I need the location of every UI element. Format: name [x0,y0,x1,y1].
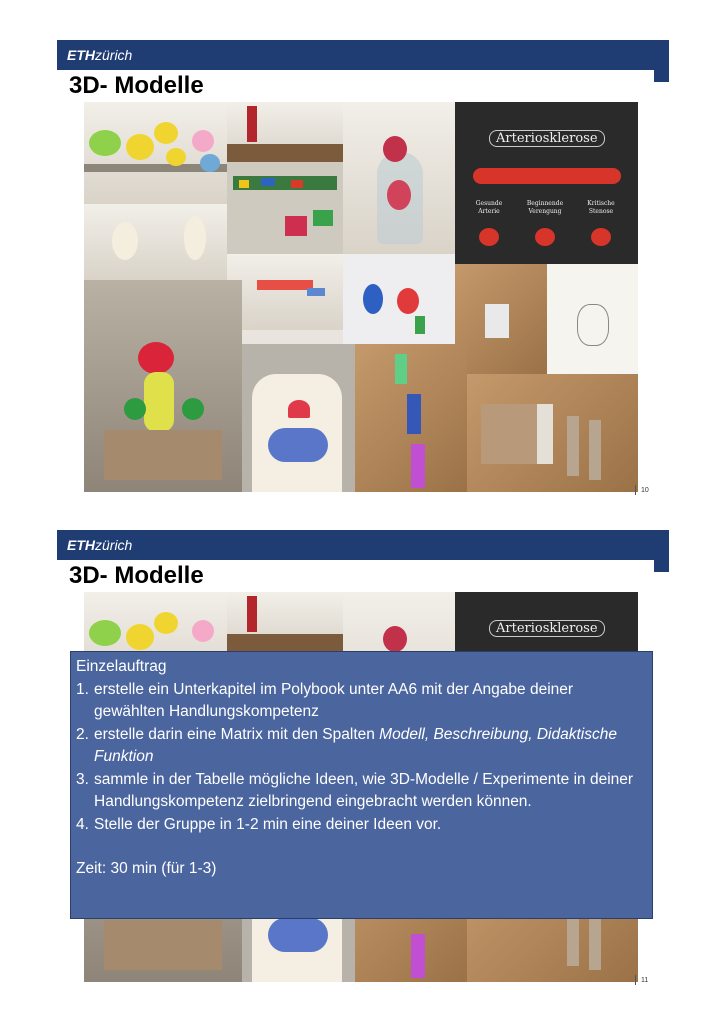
photo-lego-model [227,162,343,254]
photo-digestive-drawing [547,264,638,374]
photo-balloon-models [84,102,227,204]
eth-logo: ETHzürich [67,537,133,553]
photo-collage [84,102,638,492]
photo-kidney-models [343,254,455,344]
page-number: 11 [641,977,649,984]
eth-logo: ETHzürich [67,47,133,63]
photo-torso-model [242,344,355,492]
photo-spine-model [355,344,467,492]
task-box [70,651,653,919]
slide-title: 3D- Modelle [69,562,204,589]
photo-arteriosklerose-board: Arteriosklerose [455,592,638,754]
task-item: 2. erstelle darin eine Matrix mit den Spalten Modell, Beschreibung, Didaktische Funktion [76,725,617,765]
page-number: 10 [641,487,649,494]
photo-pill-models [227,254,343,330]
photo-hand-models [84,204,227,280]
slide-title: 3D- Modelle [69,72,204,99]
task-heading: Einzelauftrag [76,658,167,675]
task-item: 1. erstelle ein Unterkapitel im Polybook unter AA6 mit der Angabe deiner gewählten Handlungskompetenz [76,680,574,720]
photo-arteriosklerose-board: Arteriosklerose Gesunde Arterie Beginnende Verengung Kritische Stenose [455,102,638,264]
header-accent [654,70,669,82]
header-bar [57,530,669,560]
photo-desk [455,264,547,374]
photo-monster-model [84,280,242,492]
header-bar [57,40,669,70]
slide-10 [57,40,669,500]
task-list [76,679,648,837]
task-item: 3. sammle in der Tabelle mögliche Ideen, wie 3D-Modelle / Experimente in deiner Handlungskompetenz zielbringend eingebracht werden können. [76,770,634,810]
photo-lung-model [343,102,455,254]
title-area [66,70,654,102]
slide-11 [57,530,669,990]
title-area [66,560,654,592]
photo-book-models [467,374,638,492]
photo-office [227,592,343,652]
task-item: 4. Stelle der Gruppe in 1-2 min eine deiner Ideen vor. [76,815,442,833]
header-accent [654,560,669,572]
task-time: Zeit: 30 min (für 1-3) [76,860,217,877]
photo-office [227,102,343,162]
